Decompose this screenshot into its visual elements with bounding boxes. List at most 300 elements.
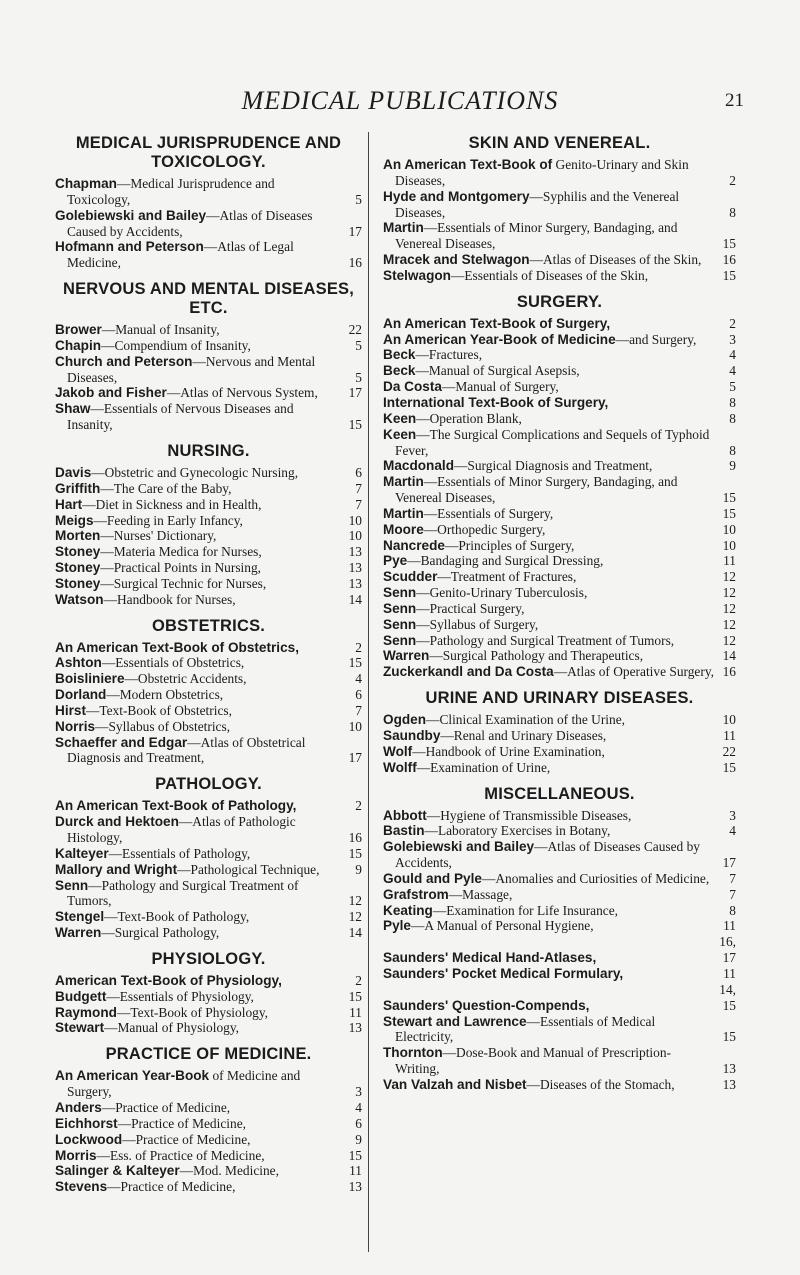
entry-author: Warren	[55, 925, 102, 941]
entry-page-number: 2	[355, 639, 362, 655]
entry-page-number: 10	[348, 528, 362, 544]
entry-page-number: 15	[722, 759, 736, 775]
catalog-entry	[383, 252, 736, 268]
entry-title: —Mod. Medicine,	[179, 1163, 279, 1179]
entry-title: —Syllabus of Obstetrics,	[95, 718, 231, 734]
entry-page-number: 11	[723, 728, 736, 743]
entry-text	[55, 862, 340, 878]
entry-page-number: 16	[722, 252, 736, 268]
entry-text	[383, 316, 714, 332]
entry-author: Keating	[383, 902, 433, 918]
entry-author: Watson	[55, 591, 104, 607]
entry-page-number: 14, 15	[719, 981, 736, 1013]
page-number: 21	[725, 90, 744, 111]
entry-author: Saundby	[383, 728, 441, 743]
entry-page-number: 12	[348, 893, 362, 909]
entry-title: —Principles of Surgery,	[444, 537, 575, 553]
entry-author: Gould and Pyle	[383, 870, 482, 886]
entry-page-number: 10	[348, 512, 362, 528]
entry-page-number: 16	[348, 255, 362, 271]
entry-title: —Manual of Insanity,	[101, 322, 220, 338]
entry-text	[383, 189, 714, 221]
running-head	[0, 86, 800, 126]
catalog-entry	[55, 798, 362, 814]
entry-page-number: 11	[723, 553, 736, 569]
entry-text	[55, 1148, 340, 1164]
entry-title: —Diet in Sickness and in Health,	[82, 496, 262, 512]
entry-author: Grafstrom	[383, 886, 449, 902]
catalog-entry	[55, 1132, 362, 1148]
entry-text	[383, 538, 714, 554]
catalog-entry	[383, 268, 736, 284]
catalog-entry	[383, 839, 736, 871]
entry-author: Martin	[383, 220, 424, 236]
entry-author: Norris	[55, 718, 96, 734]
entry-page-number: 13	[348, 1179, 362, 1195]
catalog-entry	[55, 239, 362, 271]
entry-page-number: 4	[355, 1099, 362, 1115]
entry-title: —Atlas of Legal Medicine,	[67, 239, 294, 271]
entry-text	[55, 1020, 340, 1036]
entry-author: Stelwagon	[383, 267, 451, 283]
entry-text	[383, 998, 714, 1014]
entry-author: Hart	[55, 496, 83, 512]
catalog-entry	[55, 1020, 362, 1036]
entry-title: —Feeding in Early Infancy,	[93, 512, 243, 528]
entry-page-number: 3	[729, 807, 736, 823]
catalog-entry	[383, 1077, 736, 1093]
catalog-entry	[383, 601, 736, 617]
catalog-entry	[55, 925, 362, 941]
entry-text	[383, 458, 714, 474]
entry-author: Griffith	[55, 480, 101, 496]
entry-author: Kalteyer	[55, 845, 109, 861]
entry-page-number: 12	[722, 585, 736, 601]
entry-page-number: 14	[722, 648, 736, 664]
entry-author: An American Text-Book of Pathology,	[55, 798, 297, 814]
entry-author: Zuckerkandl and Da Costa	[383, 664, 554, 680]
entry-title: —Manual of Physiology,	[104, 1020, 240, 1036]
entry-text	[383, 728, 714, 744]
entry-text	[383, 268, 714, 284]
entry-text	[55, 989, 340, 1005]
catalog-entry	[55, 989, 362, 1005]
entry-title: —Modern Obstetrics,	[106, 687, 224, 703]
catalog-entry	[383, 871, 736, 887]
entry-text	[383, 664, 714, 680]
entry-author: Pyle	[383, 918, 411, 934]
entry-page-number: 17	[348, 385, 362, 401]
entry-author: Pye	[383, 553, 408, 569]
entry-text	[383, 633, 714, 649]
catalog-entry	[383, 1014, 736, 1046]
entry-text	[55, 640, 340, 656]
catalog-entry	[55, 862, 362, 878]
entry-title: —Examination of Urine,	[416, 759, 551, 775]
entry-text	[55, 576, 340, 592]
entry-author: Martin	[383, 474, 424, 490]
entry-author: Golebiewski and Bailey	[383, 839, 535, 855]
catalog-entry	[383, 982, 736, 1014]
entry-text	[55, 1132, 340, 1148]
entry-author: Jakob and Fisher	[55, 385, 167, 401]
catalog-entry	[383, 744, 736, 760]
catalog-entry	[55, 560, 362, 576]
entry-page-number: 14	[348, 925, 362, 941]
entry-author: Meigs	[55, 512, 94, 528]
catalog-entry	[383, 617, 736, 633]
section-heading: NERVOUS AND MENTAL DISEASES, ETC.	[62, 280, 355, 318]
entry-page-number: 7	[355, 702, 362, 718]
entry-title: —Bandaging and Surgical Dressing,	[407, 553, 604, 569]
catalog-entry	[383, 332, 736, 348]
entry-page-number: 15	[348, 988, 362, 1004]
entry-text	[55, 1179, 340, 1195]
entry-page-number: 9	[355, 1131, 362, 1147]
catalog-entry	[55, 735, 362, 767]
entry-page-number: 12	[722, 569, 736, 585]
entry-author: Thornton	[383, 1045, 443, 1061]
entry-title: —Dose-Book and Manual of Prescription-Writing,	[395, 1045, 671, 1077]
entry-text	[55, 497, 340, 513]
entry-text	[383, 506, 714, 522]
entry-author: An American Year-Book of Medicine	[383, 331, 616, 347]
entry-title: —Atlas of Nervous System,	[166, 385, 318, 401]
catalog-entry	[383, 379, 736, 395]
entry-author: Wolf	[383, 743, 413, 759]
section-heading: SURGERY.	[516, 292, 603, 311]
catalog-entry	[55, 528, 362, 544]
entry-author: Budgett	[55, 988, 107, 1004]
entry-page-number: 10	[722, 521, 736, 537]
entry-author: Senn	[383, 632, 417, 648]
entry-author: Stewart and Lawrence	[383, 1013, 527, 1029]
entry-text	[55, 338, 340, 354]
entry-title: —Essentials of Nervous Diseases and Insanity,	[67, 401, 294, 433]
catalog-entry	[55, 909, 362, 925]
entry-page-number: 12	[722, 600, 736, 616]
entry-title: —The Surgical Complications and Sequels of Typhoid Fever,	[395, 426, 710, 458]
catalog-entry	[383, 347, 736, 363]
catalog-entry	[55, 497, 362, 513]
entry-title: —Handbook of Urine Examination,	[412, 743, 605, 759]
entry-author: Hofmann and Peterson	[55, 239, 204, 255]
entry-author: Moore	[383, 521, 424, 537]
entry-title: —Practical Points in Nursing,	[100, 560, 262, 576]
catalog-entry	[55, 592, 362, 608]
catalog-entry	[55, 973, 362, 989]
entry-page-number: 4	[729, 363, 736, 379]
catalog-entry	[55, 465, 362, 481]
entry-title: —Handbook for Nurses,	[103, 591, 236, 607]
entry-text	[383, 585, 714, 601]
entry-author: Beck	[383, 363, 416, 379]
entry-author: Saunders' Pocket Medical Formulary,	[383, 965, 624, 981]
catalog-entry	[55, 719, 362, 735]
entry-author: Lockwood	[55, 1131, 123, 1147]
entry-text	[383, 887, 714, 903]
entry-text	[55, 401, 340, 433]
entry-text	[383, 522, 714, 538]
catalog-entry	[55, 1100, 362, 1116]
entry-text	[383, 411, 714, 427]
entry-text	[55, 814, 340, 846]
entry-author: Van Valzah and Nisbet	[383, 1076, 527, 1092]
catalog-entry	[55, 544, 362, 560]
catalog-entry	[383, 411, 736, 427]
entry-page-number: 17	[348, 750, 362, 766]
entry-text	[55, 1005, 340, 1021]
entry-text	[55, 925, 340, 941]
entry-author: International Text-Book of Surgery,	[383, 394, 609, 410]
entry-page-number: 6	[355, 687, 362, 703]
entry-text	[55, 671, 340, 687]
catalog-entry	[55, 655, 362, 671]
catalog-entry	[55, 1116, 362, 1132]
entry-page-number: 8	[729, 204, 736, 220]
entry-title: —Diseases of the Stomach,	[526, 1076, 675, 1092]
entry-author: Brower	[55, 322, 102, 338]
entry-title: —Surgical Pathology and Therapeutics,	[429, 648, 644, 664]
entry-page-number: 7	[355, 480, 362, 496]
catalog-entry	[55, 176, 362, 208]
catalog-entry	[383, 189, 736, 221]
entry-author: Keen	[383, 410, 417, 426]
entry-text	[383, 648, 714, 664]
entry-page-number: 17	[348, 223, 362, 239]
entry-page-number: 13	[348, 560, 362, 576]
entry-title: —Anomalies and Curiosities of Medicine,	[481, 870, 710, 886]
entry-text	[383, 474, 714, 506]
entry-page-number: 4	[729, 823, 736, 839]
catalog-entry	[383, 808, 736, 824]
entry-title: —Renal and Urinary Diseases,	[440, 728, 607, 743]
entry-title: —Atlas of Diseases of the Skin,	[529, 252, 702, 268]
entry-author: Church and Peterson	[55, 353, 193, 369]
entry-author: Saunders' Question-Compends,	[383, 997, 590, 1013]
entry-page-number: 8	[729, 442, 736, 458]
entry-page-number: 10	[348, 718, 362, 734]
entry-page-number: 5	[355, 369, 362, 385]
entry-author: Senn	[383, 616, 417, 632]
entry-page-number: 13	[348, 1020, 362, 1036]
entry-page-number: 15	[348, 845, 362, 861]
entry-text	[55, 687, 340, 703]
entry-text	[55, 465, 340, 481]
catalog-entry	[383, 220, 736, 252]
entry-author: Davis	[55, 464, 92, 480]
entry-author: Ashton	[55, 655, 102, 671]
entry-title: —Nurses' Dictionary,	[100, 528, 217, 544]
entry-title: —Atlas of Diseases Caused by Accidents,	[67, 207, 313, 239]
entry-text	[383, 569, 714, 585]
entry-title: —and Surgery,	[615, 331, 697, 347]
entry-text	[383, 252, 714, 268]
entry-author: Golebiewski and Bailey	[55, 207, 207, 223]
entry-text	[55, 544, 340, 560]
entry-page-number: 12	[722, 632, 736, 648]
entry-title: —Text-Book of Physiology,	[116, 1004, 269, 1020]
entry-text	[55, 513, 340, 529]
catalog-entry	[383, 458, 736, 474]
entry-author: Nancrede	[383, 537, 445, 553]
entry-title: —Essentials of Medical Electricity,	[395, 1013, 656, 1045]
entry-page-number: 2	[355, 972, 362, 988]
catalog-entry	[55, 1148, 362, 1164]
entry-text	[383, 332, 714, 348]
entry-title: —Hygiene of Transmissible Diseases,	[426, 807, 632, 823]
entry-page-number: 12	[722, 616, 736, 632]
entry-page-number: 6	[355, 1115, 362, 1131]
entry-text	[55, 481, 340, 497]
entry-page-number: 11	[349, 1004, 362, 1020]
catalog-entry	[383, 538, 736, 554]
left-column	[55, 134, 362, 1195]
entry-text	[383, 427, 714, 459]
entry-title: —A Manual of Personal Hygiene,	[410, 918, 594, 934]
entry-page-number: 5	[355, 337, 362, 353]
catalog-entry	[383, 664, 736, 680]
entry-title: —Atlas of Operative Surgery,	[553, 664, 714, 680]
column-divider	[368, 132, 369, 1252]
catalog-entry	[383, 760, 736, 776]
entry-author: Stengel	[55, 909, 105, 925]
entry-page-number: 10	[722, 712, 736, 728]
entry-page-number: 15	[722, 1029, 736, 1045]
entry-author: Chapman	[55, 176, 117, 191]
entry-title: —Essentials of Physiology,	[106, 988, 254, 1004]
catalog-entry	[383, 522, 736, 538]
catalog-entry	[383, 712, 736, 728]
entry-author: Da Costa	[383, 379, 442, 395]
entry-author: Durck and Hektoen	[55, 814, 179, 830]
entry-page-number: 4	[729, 347, 736, 363]
entry-title: —Essentials of Minor Surgery, Bandaging, and Venereal Diseases,	[395, 474, 678, 506]
entry-text	[383, 966, 714, 982]
section-heading: URINE AND URINARY DISEASES.	[425, 689, 694, 708]
entry-page-number: 10	[722, 537, 736, 553]
entry-page-number: 15	[348, 417, 362, 433]
entry-text	[55, 176, 340, 208]
catalog-entry	[383, 427, 736, 459]
entry-text	[383, 950, 714, 966]
section-heading: SKIN AND VENEREAL.	[468, 134, 651, 152]
entry-title: —Obstetric Accidents,	[124, 671, 247, 687]
entry-page-number: 7	[729, 886, 736, 902]
catalog-entry	[383, 633, 736, 649]
entry-text	[383, 363, 714, 379]
entry-page-number: 11	[349, 1163, 362, 1179]
entry-author: Hirst	[55, 702, 86, 718]
entry-text	[383, 808, 714, 824]
catalog-entry	[55, 1068, 362, 1100]
entry-text	[383, 839, 714, 871]
entry-author: Senn	[383, 585, 417, 601]
catalog-entry	[55, 208, 362, 240]
entry-page-number: 3	[355, 1084, 362, 1100]
entry-author: Ogden	[383, 712, 427, 728]
entry-text	[383, 871, 714, 887]
entry-title: —Practice of Medicine,	[101, 1099, 231, 1115]
entry-text	[383, 712, 714, 728]
entry-text	[55, 1068, 340, 1100]
section-heading: PHYSIOLOGY.	[151, 949, 266, 968]
entry-page-number: 16	[722, 664, 736, 680]
entry-title: —Text-Book of Pathology,	[104, 909, 250, 925]
entry-text	[55, 528, 340, 544]
entry-title: —Atlas of Pathologic Histology,	[67, 814, 296, 845]
entry-page-number: 2	[355, 798, 362, 814]
entry-title: —Syphilis and the Venereal Diseases,	[395, 188, 680, 220]
entry-title: —Fractures,	[415, 347, 483, 363]
catalog-entry	[55, 703, 362, 719]
catalog-entry	[55, 878, 362, 910]
right-column	[383, 134, 736, 1093]
entry-text	[383, 379, 714, 395]
entry-text	[55, 385, 340, 401]
entry-title: —Surgical Technic for Nurses,	[100, 575, 267, 591]
entry-page-number: 22	[722, 743, 736, 759]
entry-title: —Compendium of Insanity,	[101, 337, 251, 353]
entry-title: —Atlas of Diseases Caused by Accidents,	[395, 839, 700, 871]
entry-page-number: 9	[355, 861, 362, 877]
entry-page-number: 16, 17	[719, 934, 736, 966]
entry-title: —Operation Blank,	[416, 410, 522, 426]
entry-title: —Essentials of Diseases of the Skin,	[450, 267, 649, 283]
entry-author: An American Text-Book of Surgery,	[383, 315, 611, 331]
entry-author: Stoney	[55, 544, 101, 560]
entry-author: Shaw	[55, 401, 91, 417]
entry-text	[55, 592, 340, 608]
entry-author: Boisliniere	[55, 671, 125, 687]
catalog-entry	[383, 934, 736, 966]
entry-title: —Practical Surgery,	[416, 600, 525, 616]
entry-author: Saunders' Medical Hand-Atlases,	[383, 950, 597, 966]
entry-page-number: 5	[729, 379, 736, 395]
catalog-entry	[383, 474, 736, 506]
entry-page-number: 13	[722, 1076, 736, 1092]
entry-page-number: 15	[348, 655, 362, 671]
entry-text	[55, 208, 340, 240]
entry-text	[383, 157, 714, 189]
catalog-entry	[55, 322, 362, 338]
entry-title: —Pathology and Surgical Treatment of Tumors,	[416, 632, 675, 648]
catalog-entry	[383, 157, 736, 189]
entry-author: Abbott	[383, 807, 427, 823]
entry-text	[383, 1077, 714, 1093]
entry-text	[55, 560, 340, 576]
entry-title: —Laboratory Exercises in Botany,	[424, 823, 611, 839]
entry-text	[55, 719, 340, 735]
entry-text	[383, 553, 714, 569]
catalog-entry	[383, 918, 736, 934]
catalog-entry	[55, 338, 362, 354]
entry-page-number: 2	[729, 172, 736, 188]
entry-page-number: 22	[348, 322, 362, 338]
entry-author: An American Text-Book of Obstetrics,	[55, 639, 299, 655]
entry-text	[383, 760, 714, 776]
section-heading: PRACTICE OF MEDICINE.	[105, 1045, 312, 1064]
entry-page-number: 15	[722, 505, 736, 521]
entry-author: An American Text-Book of	[383, 157, 553, 172]
entry-author: An American Year-Book	[55, 1068, 210, 1084]
entry-title: —Examination for Life Insurance,	[432, 902, 619, 918]
entry-page-number: 2	[729, 315, 736, 331]
entry-title: —Essentials of Surgery,	[423, 505, 554, 521]
entry-author: Stewart	[55, 1020, 105, 1036]
entry-text	[55, 798, 340, 814]
catalog-entry	[55, 385, 362, 401]
